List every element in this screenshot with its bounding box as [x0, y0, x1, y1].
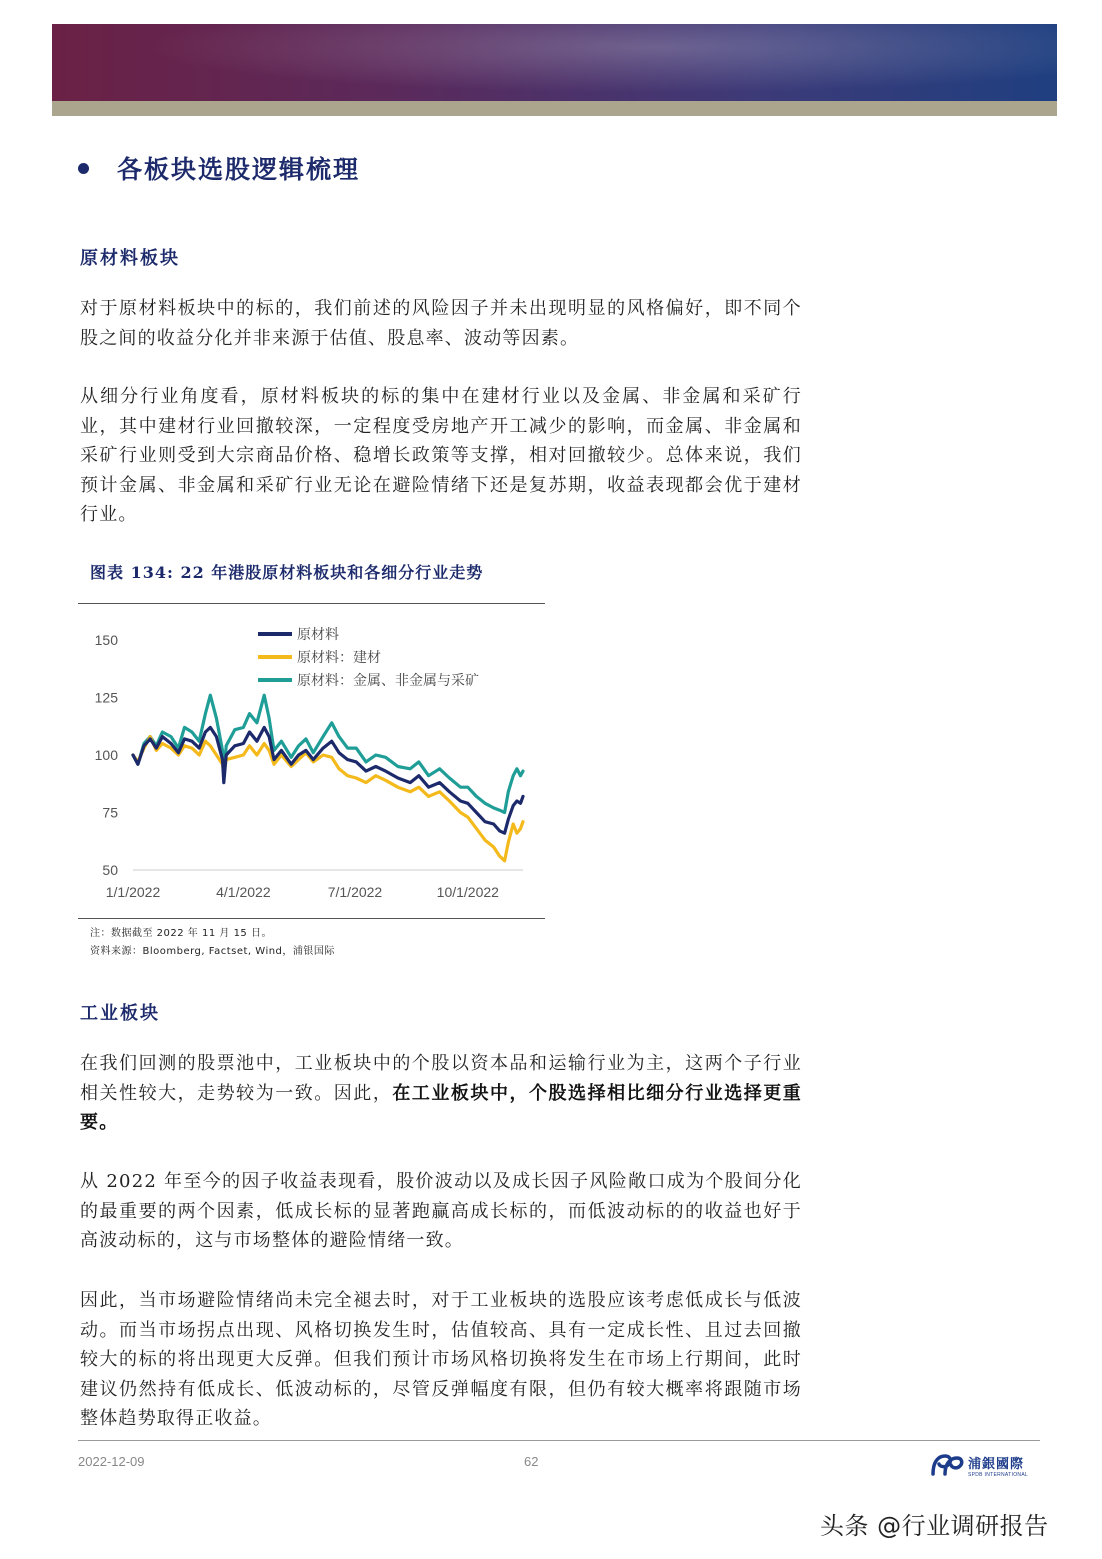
series-line	[133, 695, 523, 812]
raw-materials-paragraph-1: 对于原材料板块中的标的，我们前述的风险因子并未出现明显的风格偏好，即不同个股之间的收益分化并非来源于估值、股息率、波动等因素。	[80, 298, 802, 349]
series-line	[133, 727, 523, 833]
page-title: 各板块选股逻辑梳理	[117, 155, 361, 184]
y-tick-label: 125	[94, 689, 118, 706]
figure-bottom-rule	[78, 918, 545, 919]
x-tick-label: 1/1/2022	[105, 884, 161, 900]
legend-label: 原材料	[297, 627, 339, 643]
industrial-heading: 工业板块	[80, 1003, 160, 1024]
chart-svg	[78, 612, 545, 912]
x-tick-label: 10/1/2022	[436, 884, 499, 900]
logo-text-en: SPDB INTERNATIONAL	[968, 1471, 1029, 1478]
figure-top-rule	[78, 603, 545, 604]
footer-date: 2022-12-09	[78, 1454, 145, 1469]
section-title	[78, 148, 360, 188]
banner-stripe	[52, 101, 1057, 116]
page-number: 62	[524, 1454, 539, 1469]
y-tick-label: 75	[102, 804, 118, 821]
industrial-paragraph-1-bold: 在工业板块中，个股选择相比细分行业选择更重要。	[80, 1082, 802, 1133]
legend-label: 原材料：建材	[297, 650, 381, 666]
y-tick-label: 50	[102, 862, 118, 878]
raw-materials-paragraph-2: 从细分行业角度看，原材料板块的标的集中在建材行业以及金属、非金属和采矿行业，其中建材行业回撤较深，一定程度受房地产开工减少的影响，而金属、非金属和采矿行业则受到大宗商品价格、稳增长政策等支撑，相对回撤较少。总体来说，我们预计金属、非金属和采矿行业无论在避险情绪下还是复苏期，收益表现都会优于建材行业。	[80, 386, 802, 525]
raw-materials-heading: 原材料板块	[80, 248, 180, 269]
y-tick-label: 100	[94, 747, 118, 763]
industrial-paragraph-1	[80, 1049, 802, 1138]
figure-note: 注：数据截至 2022 年 11 月 15 日。	[90, 928, 272, 939]
watermark: 头条 @行业调研报告	[820, 1512, 1049, 1540]
spdb-logo-icon	[930, 1452, 964, 1478]
logo-text-cn: 浦銀國際	[968, 1456, 1025, 1472]
industrial-paragraph-1-text: 在我们回测的股票池中，工业板块中的个股以资本品和运输行业为主，这两个子行业相关性较大，走势较为一致。因此，	[80, 1053, 802, 1104]
line-chart	[78, 612, 545, 912]
figure-title: 图表 134: 22 年港股原材料板块和各细分行业走势	[90, 563, 484, 582]
spdb-logo	[930, 1452, 1028, 1478]
header-banner	[52, 24, 1057, 116]
industrial-paragraph-2: 从 2022 年至今的因子收益表现看，股价波动以及成长因子风险敞口成为个股间分化的最重要的两个因素，低成长标的显著跑赢高成长标的，而低波动标的的收益也好于高波动标的，这与市场整体的避险情绪一致。	[80, 1171, 802, 1251]
x-tick-label: 7/1/2022	[327, 884, 383, 900]
figure-source: 资料来源：Bloomberg, Factset, Wind，浦银国际	[90, 946, 335, 957]
legend-label: 原材料：金属、非金属与采矿	[297, 673, 479, 689]
y-tick-label: 150	[94, 632, 118, 648]
industrial-paragraph-3: 因此，当市场避险情绪尚未完全褪去时，对于工业板块的选股应该考虑低成长与低波动。而当市场拐点出现、风格切换发生时，估值较高、具有一定成长性、且过去回撤较大的标的将出现更大反弹。但我们预计市场风格切换将发生在市场上行期间，此时建议仍然持有低成长、低波动标的，尽管反弹幅度有限，但仍有较大概率将跟随市场整体趋势取得正收益。	[80, 1290, 802, 1429]
footer-rule	[78, 1440, 1040, 1441]
bullet-icon	[78, 163, 89, 174]
series-line	[133, 737, 523, 861]
x-tick-label: 4/1/2022	[216, 884, 271, 900]
